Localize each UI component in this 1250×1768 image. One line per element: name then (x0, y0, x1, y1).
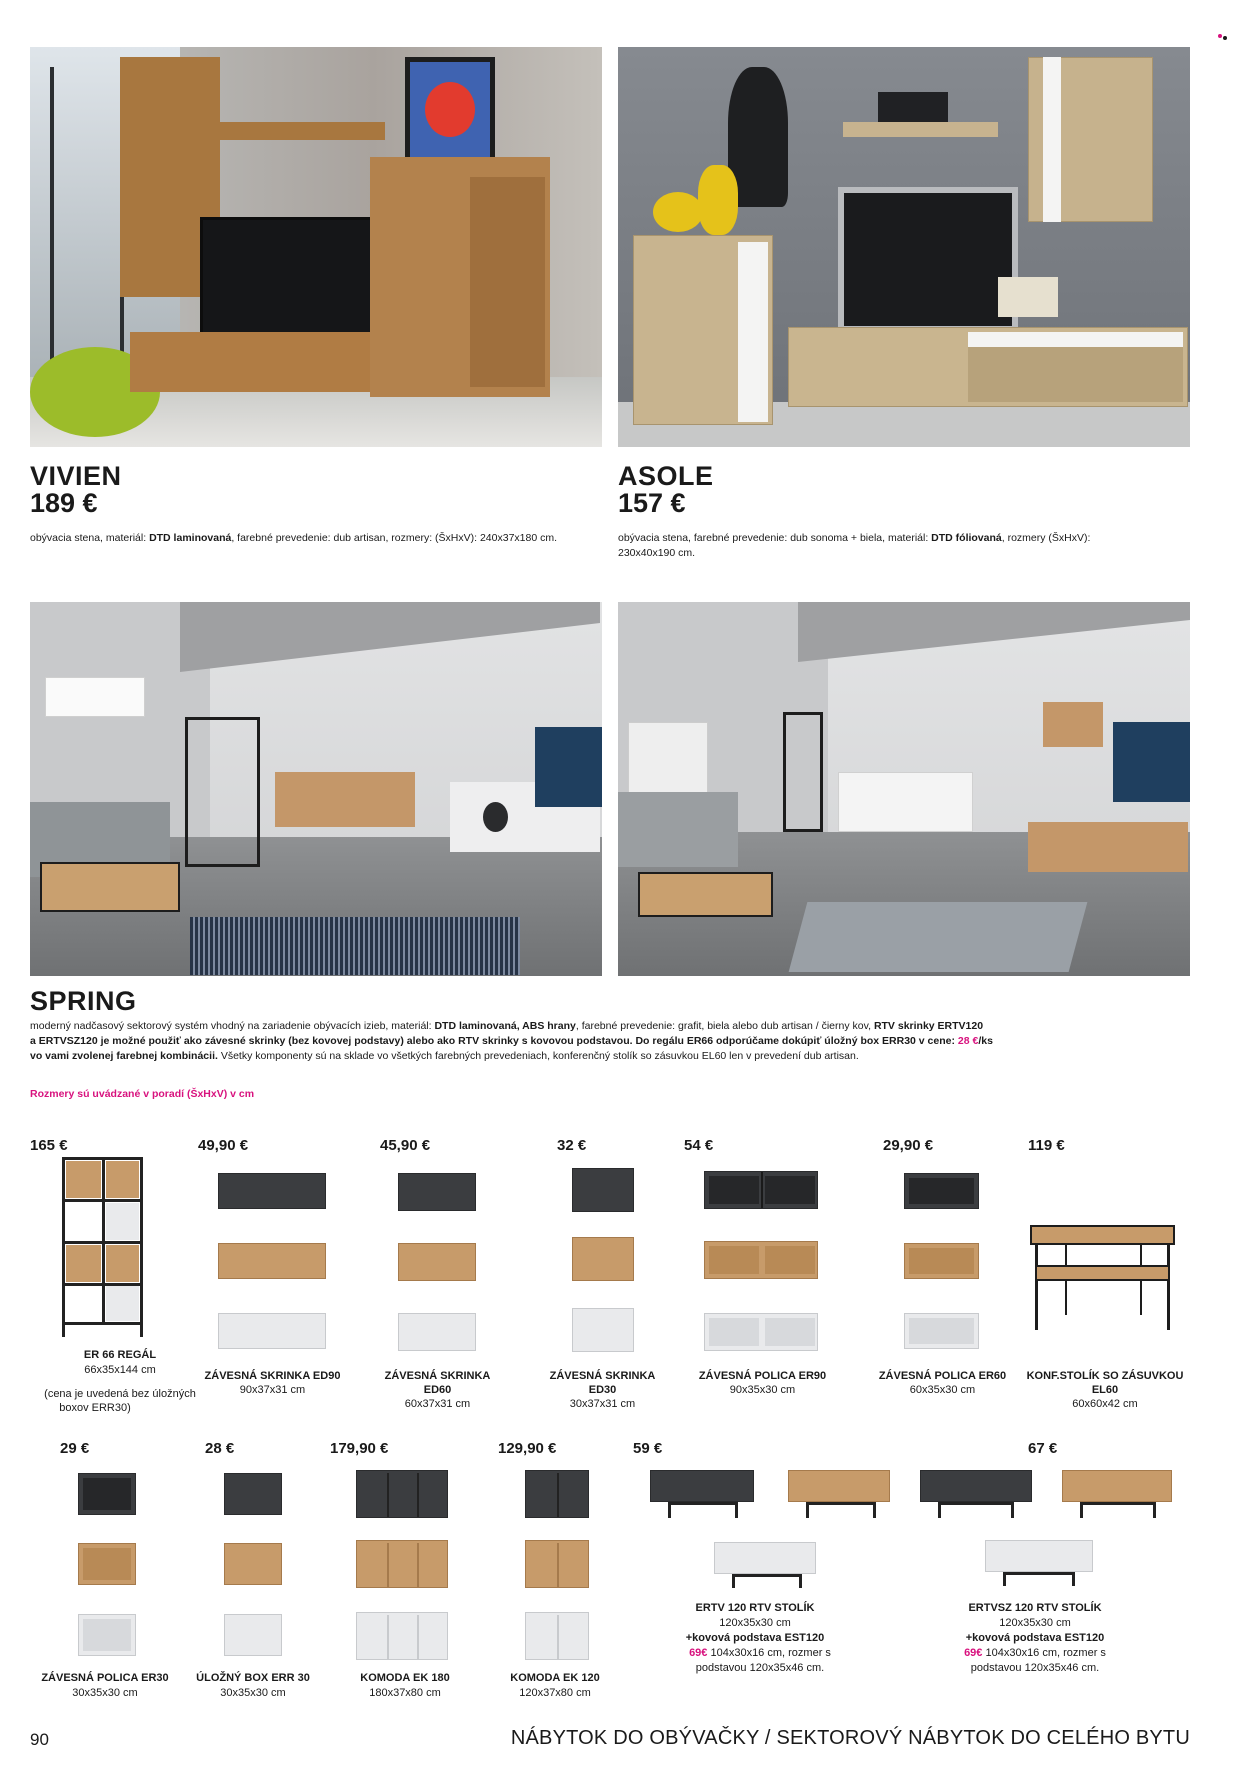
addon-dim2-ertv120: podstavou 120x35x46 cm. (695, 1662, 825, 1674)
price-er60: 29,90 € (883, 1137, 934, 1154)
dim-er30: 30x35x30 cm (72, 1687, 138, 1699)
vivien-description: obývacia stena, materiál: DTD laminovaná, farebné prevedenie: dub artisan, rozmery: (ŠxHxV): 240x37x180 cm. (30, 532, 558, 544)
dim-ed60: 60x37x31 cm (404, 1398, 471, 1410)
er90-biela-image (704, 1313, 818, 1351)
vivien-photo (30, 47, 602, 447)
name-er30: ZÁVESNÁ POLICA ER30 (41, 1672, 169, 1684)
asole-description: obývacia stena, farebné prevedenie: dub sonoma + biela, materiál: DTD fóliovaná, rozmery (ŠxHxV): 230x40x190 cm. (618, 532, 1091, 559)
price-ek120: 129,90 € (498, 1440, 557, 1457)
price-err30: 28 € (205, 1440, 235, 1457)
price-el60: 119 € (1028, 1137, 1065, 1154)
ertvsz120-grafit-image (920, 1470, 1032, 1502)
page-number: 90 (30, 1730, 49, 1749)
dim-ertvsz120: 120x35x30 cm (999, 1617, 1071, 1629)
ertvsz120-dub-image (1062, 1470, 1172, 1502)
addon-dim-ertvsz120: 69€ 104x30x16 cm, rozmer s (964, 1647, 1106, 1659)
er30-biela-image (78, 1614, 136, 1656)
spring-photo-2 (618, 602, 1190, 976)
extra-er66-1: (cena je uvedená bez úložných (44, 1388, 196, 1400)
name-er66: ER 66 REGÁL (83, 1349, 157, 1361)
asole-price: 157 € (618, 488, 686, 518)
er90-dub-image (704, 1241, 818, 1279)
ed60-grafit-image (398, 1173, 476, 1211)
ek120-biela-image (525, 1612, 589, 1660)
er66-shelf-image (58, 1157, 146, 1337)
dimensions-note: Rozmery sú uvádzané v poradí (ŠxHxV) v cm (30, 1088, 255, 1100)
price-er30: 29 € (60, 1440, 90, 1457)
err30-biela-image (224, 1614, 282, 1656)
price-er90: 54 € (684, 1137, 714, 1154)
er60-dub-image (904, 1243, 979, 1279)
price-ertv120: 59 € (633, 1440, 663, 1457)
addon-ertvsz120: +kovová podstava EST120 (965, 1632, 1105, 1644)
name-ek180: KOMODA EK 180 (360, 1672, 450, 1684)
name-er60: ZÁVESNÁ POLICA ER60 (878, 1370, 1007, 1382)
ek180-dub-image (356, 1540, 448, 1588)
ek120-dub-image (525, 1540, 589, 1588)
dim-er66: 66x35x144 cm (84, 1364, 156, 1376)
er30-dub-image (78, 1543, 136, 1585)
ek120-grafit-image (525, 1470, 589, 1518)
ertvsz120-biela-image (985, 1540, 1093, 1572)
dim-ek180: 180x37x80 cm (369, 1687, 441, 1699)
name-ed30-1: ZÁVESNÁ SKRINKA (549, 1370, 656, 1382)
price-ed30: 32 € (557, 1137, 587, 1154)
ek180-biela-image (356, 1612, 448, 1660)
ertv120-grafit-image (650, 1470, 754, 1502)
el60-table-image (1030, 1225, 1175, 1330)
name-err30: ÚLOŽNÝ BOX ERR 30 (196, 1672, 310, 1684)
dim-er90: 90x35x30 cm (729, 1384, 796, 1396)
ed30-dub-image (572, 1237, 634, 1281)
err30-grafit-image (224, 1473, 282, 1515)
ed60-dub-image (398, 1243, 476, 1281)
er60-grafit-image (904, 1173, 979, 1209)
name-el60-1: KONF.STOLÍK SO ZÁSUVKOU (1026, 1370, 1184, 1382)
name-ertvsz120: ERTVSZ 120 RTV STOLÍK (968, 1602, 1102, 1614)
dim-ertv120: 120x35x30 cm (719, 1617, 791, 1629)
spring-photo-1 (30, 602, 602, 976)
name-ed30-2: ED30 (588, 1384, 617, 1396)
addon-ertv120: +kovová podstava EST120 (685, 1632, 825, 1644)
ed30-biela-image (572, 1308, 634, 1352)
asole-name: ASOLE (618, 461, 714, 491)
ertv120-dub-image (788, 1470, 890, 1502)
addon-dim-ertv120: 69€ 104x30x16 cm, rozmer s (689, 1647, 831, 1659)
vivien-price: 189 € (30, 488, 98, 518)
vivien-name: VIVIEN (30, 461, 122, 491)
dim-err30: 30x35x30 cm (220, 1687, 286, 1699)
ed60-biela-image (398, 1313, 476, 1351)
dim-er60: 60x35x30 cm (909, 1384, 976, 1396)
err30-dub-image (224, 1543, 282, 1585)
er90-grafit-image (704, 1171, 818, 1209)
ed90-grafit-image (218, 1173, 326, 1209)
name-ertv120: ERTV 120 RTV STOLÍK (695, 1602, 815, 1614)
ed90-biela-image (218, 1313, 326, 1349)
name-er90: ZÁVESNÁ POLICA ER90 (698, 1370, 827, 1382)
er30-grafit-image (78, 1473, 136, 1515)
dim-ek120: 120x37x80 cm (519, 1687, 591, 1699)
name-ed60-2: ED60 (423, 1384, 452, 1396)
price-ed90: 49,90 € (198, 1137, 249, 1154)
price-ed60: 45,90 € (380, 1137, 431, 1154)
ek180-grafit-image (356, 1470, 448, 1518)
dim-ed90: 90x37x31 cm (239, 1384, 306, 1396)
extra-er66-2: boxov ERR30) (59, 1402, 131, 1414)
price-er66: 165 € (30, 1137, 68, 1154)
ertv120-biela-image (714, 1542, 816, 1574)
price-ertvsz120: 67 € (1028, 1440, 1058, 1457)
ed30-grafit-image (572, 1168, 634, 1212)
name-ek120: KOMODA EK 120 (510, 1672, 600, 1684)
er60-biela-image (904, 1313, 979, 1349)
name-ed90: ZÁVESNÁ SKRINKA ED90 (204, 1370, 341, 1382)
name-ed60-1: ZÁVESNÁ SKRINKA (384, 1370, 491, 1382)
asole-photo (618, 47, 1190, 447)
ed90-dub-image (218, 1243, 326, 1279)
section-title: NÁBYTOK DO OBÝVAČKY / SEKTOROVÝ NÁBYTOK DO CELÉHO BYTU (510, 1727, 1190, 1749)
dim-el60: 60x60x42 cm (1072, 1398, 1138, 1410)
spring-description: moderný nadčasový sektorový systém vhodný na zariadenie obývacích izieb, materiál: DTD laminovaná, ABS hrany, farebné prevedenie: grafit, biela alebo dub artisan / čierny kov, RTV skrinky ERTV120 a ERTVSZ120 je možné použiť ako závesné skrinky (bez kovovej podstavy) alebo ako RTV skrinky s kovovou podstavou. Do regálu ER66 odporúčame dokúpiť úložný box ERR30 v cene: 28 €/ks vo vami zvolenej farebnej kombinácii. Všetky komponenty sú na sklade vo všetkých farebných prevedeniach, konferenčný stolík so zásuvkou EL60 len v prevedení dub artisan. (30, 1020, 993, 1062)
price-ek180: 179,90 € (330, 1440, 389, 1457)
spring-name: SPRING (30, 986, 137, 1016)
addon-dim2-ertvsz120: podstavou 120x35x46 cm. (970, 1662, 1100, 1674)
brand-logo (1218, 34, 1227, 43)
dim-ed30: 30x37x31 cm (569, 1398, 636, 1410)
name-el60-2: EL60 (1091, 1384, 1119, 1396)
